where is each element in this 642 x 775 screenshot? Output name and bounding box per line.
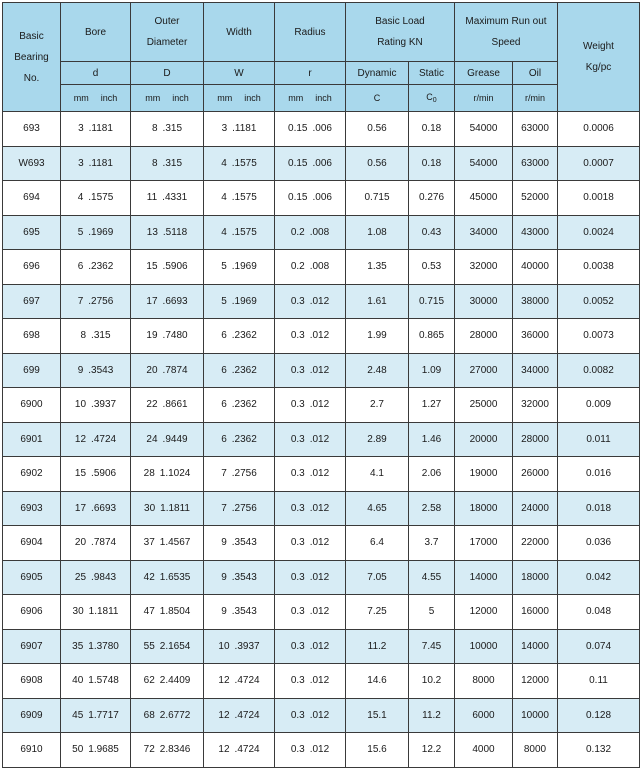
width-cell: 4 .1575 [204,181,275,216]
dynamic-cell: 14.6 [346,664,409,699]
radius-cell: 0.3 .012 [275,388,346,423]
grease-speed-cell: 45000 [455,181,513,216]
radius-cell: 0.2 .008 [275,215,346,250]
static-cell: 0.276 [409,181,455,216]
width-cell: 9 .3543 [204,595,275,630]
dynamic-cell: 2.7 [346,388,409,423]
outer-diameter-cell: 68 2.6772 [131,698,204,733]
grease-speed-cell: 4000 [455,733,513,768]
grease-speed-cell: 27000 [455,353,513,388]
radius-cell: 0.2 .008 [275,250,346,285]
oil-speed-cell: 16000 [513,595,558,630]
radius-cell: 0.3 .012 [275,491,346,526]
oil-speed-cell: 32000 [513,388,558,423]
table-row [3,215,640,250]
header-sym-width: W [204,62,275,85]
dynamic-cell: 0.56 [346,146,409,181]
grease-speed-cell: 32000 [455,250,513,285]
static-cell: 1.46 [409,422,455,457]
oil-speed-cell: 14000 [513,629,558,664]
weight-cell: 0.0024 [558,215,640,250]
table-row [3,560,640,595]
outer-diameter-cell: 72 2.8346 [131,733,204,768]
bearing-no-cell: W693 [3,146,61,181]
bearing-no-cell: 695 [3,215,61,250]
static-cell: 7.45 [409,629,455,664]
static-cell: 0.43 [409,215,455,250]
bearing-spec-table [2,2,640,768]
weight-cell: 0.0018 [558,181,640,216]
width-cell: 5 .1969 [204,250,275,285]
grease-speed-cell: 6000 [455,698,513,733]
bore-cell: 50 1.9685 [61,733,131,768]
weight-cell: 0.11 [558,664,640,699]
width-cell: 6 .2362 [204,319,275,354]
outer-diameter-cell: 8 .315 [131,146,204,181]
header-sym-radius: r [275,62,346,85]
dynamic-cell: 0.715 [346,181,409,216]
grease-speed-cell: 54000 [455,146,513,181]
grease-speed-cell: 54000 [455,112,513,147]
bearing-no-cell: 6900 [3,388,61,423]
header-sym-outer: D [131,62,204,85]
dynamic-cell: 1.35 [346,250,409,285]
bearing-no-cell: 6903 [3,491,61,526]
width-cell: 9 .3543 [204,560,275,595]
weight-cell: 0.074 [558,629,640,664]
oil-speed-cell: 8000 [513,733,558,768]
bearing-no-cell: 6906 [3,595,61,630]
outer-diameter-cell: 55 2.1654 [131,629,204,664]
header-oil: Oil [513,62,558,85]
header-sym-c0: $C_0$ [409,85,455,112]
radius-cell: 0.3 .012 [275,560,346,595]
table-body [3,112,640,768]
outer-diameter-cell: 11 .4331 [131,181,204,216]
bearing-no-cell: 6904 [3,526,61,561]
header-radius: Radius [275,3,346,62]
grease-speed-cell: 34000 [455,215,513,250]
bore-cell: 30 1.1811 [61,595,131,630]
bearing-no-cell: 6908 [3,664,61,699]
radius-cell: 0.3 .012 [275,595,346,630]
header-weight: Weight Kg/pc [558,3,640,112]
outer-diameter-cell: 20 .7874 [131,353,204,388]
table-row [3,181,640,216]
header-sym-bore: d [61,62,131,85]
header-unit-grease: r/min [455,85,513,112]
header-outer-diameter: Outer Diameter [131,3,204,62]
static-cell: 12.2 [409,733,455,768]
bore-cell: 45 1.7717 [61,698,131,733]
weight-cell: 0.009 [558,388,640,423]
grease-speed-cell: 28000 [455,319,513,354]
table-row [3,698,640,733]
weight-cell: 0.036 [558,526,640,561]
bearing-no-cell: 694 [3,181,61,216]
grease-speed-cell: 30000 [455,284,513,319]
bore-cell: 15 .5906 [61,457,131,492]
bore-cell: 17 .6693 [61,491,131,526]
outer-diameter-cell: 17 .6693 [131,284,204,319]
header-unit-bore: mm inch [61,85,131,112]
outer-diameter-cell: 28 1.1024 [131,457,204,492]
header-unit-radius: mm inch [275,85,346,112]
weight-cell: 0.048 [558,595,640,630]
radius-cell: 0.3 .012 [275,664,346,699]
header-bore: Bore [61,3,131,62]
oil-speed-cell: 63000 [513,146,558,181]
dynamic-cell: 7.05 [346,560,409,595]
bore-cell: 20 .7874 [61,526,131,561]
static-cell: 5 [409,595,455,630]
header-width: Width [204,3,275,62]
dynamic-cell: 1.08 [346,215,409,250]
bore-cell: 3 .1181 [61,112,131,147]
bore-cell: 4 .1575 [61,181,131,216]
oil-speed-cell: 40000 [513,250,558,285]
outer-diameter-cell: 22 .8661 [131,388,204,423]
radius-cell: 0.3 .012 [275,526,346,561]
oil-speed-cell: 10000 [513,698,558,733]
static-cell: 10.2 [409,664,455,699]
grease-speed-cell: 19000 [455,457,513,492]
header-static: Static [409,62,455,85]
bearing-no-cell: 6905 [3,560,61,595]
weight-cell: 0.0082 [558,353,640,388]
static-cell: 0.715 [409,284,455,319]
table-row [3,629,640,664]
oil-speed-cell: 52000 [513,181,558,216]
grease-speed-cell: 17000 [455,526,513,561]
weight-cell: 0.042 [558,560,640,595]
oil-speed-cell: 34000 [513,353,558,388]
outer-diameter-cell: 8 .315 [131,112,204,147]
oil-speed-cell: 43000 [513,215,558,250]
width-cell: 10 .3937 [204,629,275,664]
bore-cell: 6 .2362 [61,250,131,285]
header-bearing-no: Basic Bearing No. [3,3,61,112]
bore-cell: 35 1.3780 [61,629,131,664]
bore-cell: 40 1.5748 [61,664,131,699]
width-cell: 5 .1969 [204,284,275,319]
width-cell: 12 .4724 [204,698,275,733]
static-cell: 11.2 [409,698,455,733]
table-row [3,664,640,699]
radius-cell: 0.3 .012 [275,457,346,492]
bearing-no-cell: 6902 [3,457,61,492]
table-row [3,457,640,492]
grease-speed-cell: 8000 [455,664,513,699]
bore-cell: 25 .9843 [61,560,131,595]
oil-speed-cell: 63000 [513,112,558,147]
width-cell: 12 .4724 [204,664,275,699]
bearing-no-cell: 699 [3,353,61,388]
header-dynamic: Dynamic [346,62,409,85]
table-row [3,733,640,768]
dynamic-cell: 1.99 [346,319,409,354]
bearing-no-cell: 6909 [3,698,61,733]
oil-speed-cell: 24000 [513,491,558,526]
bearing-no-cell: 693 [3,112,61,147]
header-sym-c: C [346,85,409,112]
width-cell: 4 .1575 [204,215,275,250]
grease-speed-cell: 14000 [455,560,513,595]
radius-cell: 0.3 .012 [275,422,346,457]
grease-speed-cell: 25000 [455,388,513,423]
radius-cell: 0.3 .012 [275,629,346,664]
dynamic-cell: 1.61 [346,284,409,319]
header-max-speed: Maximum Run out Speed [455,3,558,62]
static-cell: 2.06 [409,457,455,492]
bore-cell: 3 .1181 [61,146,131,181]
radius-cell: 0.15 .006 [275,181,346,216]
table-row [3,353,640,388]
static-cell: 1.09 [409,353,455,388]
width-cell: 7 .2756 [204,491,275,526]
table-row [3,388,640,423]
table-row [3,112,640,147]
bearing-no-cell: 6907 [3,629,61,664]
dynamic-cell: 7.25 [346,595,409,630]
header-unit-width: mm inch [204,85,275,112]
oil-speed-cell: 36000 [513,319,558,354]
width-cell: 9 .3543 [204,526,275,561]
weight-cell: 0.0052 [558,284,640,319]
outer-diameter-cell: 47 1.8504 [131,595,204,630]
weight-cell: 0.0006 [558,112,640,147]
width-cell: 4 .1575 [204,146,275,181]
bearing-no-cell: 696 [3,250,61,285]
dynamic-cell: 4.1 [346,457,409,492]
radius-cell: 0.15 .006 [275,146,346,181]
header-unit-outer: mm inch [131,85,204,112]
grease-speed-cell: 12000 [455,595,513,630]
bearing-no-cell: 698 [3,319,61,354]
oil-speed-cell: 18000 [513,560,558,595]
outer-diameter-cell: 13 .5118 [131,215,204,250]
weight-cell: 0.0073 [558,319,640,354]
dynamic-cell: 15.1 [346,698,409,733]
outer-diameter-cell: 24 .9449 [131,422,204,457]
weight-cell: 0.011 [558,422,640,457]
dynamic-cell: 0.56 [346,112,409,147]
radius-cell: 0.3 .012 [275,698,346,733]
dynamic-cell: 6.4 [346,526,409,561]
bore-cell: 5 .1969 [61,215,131,250]
bearing-no-cell: 6910 [3,733,61,768]
table-row [3,422,640,457]
radius-cell: 0.3 .012 [275,733,346,768]
outer-diameter-cell: 37 1.4567 [131,526,204,561]
bore-cell: 8 .315 [61,319,131,354]
outer-diameter-cell: 30 1.1811 [131,491,204,526]
oil-speed-cell: 28000 [513,422,558,457]
bore-cell: 12 .4724 [61,422,131,457]
bore-cell: 9 .3543 [61,353,131,388]
radius-cell: 0.3 .012 [275,353,346,388]
bore-cell: 7 .2756 [61,284,131,319]
oil-speed-cell: 22000 [513,526,558,561]
header-load-rating: Basic Load Rating KN [346,3,455,62]
header-grease: Grease [455,62,513,85]
grease-speed-cell: 18000 [455,491,513,526]
weight-cell: 0.128 [558,698,640,733]
dynamic-cell: 2.89 [346,422,409,457]
table-header [3,3,640,112]
static-cell: 4.55 [409,560,455,595]
static-cell: 0.865 [409,319,455,354]
grease-speed-cell: 20000 [455,422,513,457]
static-cell: 0.18 [409,112,455,147]
weight-cell: 0.018 [558,491,640,526]
dynamic-cell: 4.65 [346,491,409,526]
dynamic-cell: 2.48 [346,353,409,388]
dynamic-cell: 15.6 [346,733,409,768]
dynamic-cell: 11.2 [346,629,409,664]
bore-cell: 10 .3937 [61,388,131,423]
width-cell: 6 .2362 [204,422,275,457]
width-cell: 6 .2362 [204,353,275,388]
table-row [3,250,640,285]
table-row [3,595,640,630]
oil-speed-cell: 12000 [513,664,558,699]
table-row [3,319,640,354]
radius-cell: 0.3 .012 [275,284,346,319]
oil-speed-cell: 26000 [513,457,558,492]
width-cell: 12 .4724 [204,733,275,768]
static-cell: 0.53 [409,250,455,285]
outer-diameter-cell: 42 1.6535 [131,560,204,595]
weight-cell: 0.132 [558,733,640,768]
grease-speed-cell: 10000 [455,629,513,664]
width-cell: 7 .2756 [204,457,275,492]
width-cell: 3 .1181 [204,112,275,147]
static-cell: 1.27 [409,388,455,423]
width-cell: 6 .2362 [204,388,275,423]
weight-cell: 0.016 [558,457,640,492]
weight-cell: 0.0007 [558,146,640,181]
table-row [3,526,640,561]
static-cell: 0.18 [409,146,455,181]
static-cell: 2.58 [409,491,455,526]
static-cell: 3.7 [409,526,455,561]
oil-speed-cell: 38000 [513,284,558,319]
table-row [3,146,640,181]
table-row [3,491,640,526]
outer-diameter-cell: 19 .7480 [131,319,204,354]
outer-diameter-cell: 62 2.4409 [131,664,204,699]
weight-cell: 0.0038 [558,250,640,285]
bearing-no-cell: 697 [3,284,61,319]
header-unit-oil: r/min [513,85,558,112]
radius-cell: 0.15 .006 [275,112,346,147]
table-row [3,284,640,319]
outer-diameter-cell: 15 .5906 [131,250,204,285]
bearing-no-cell: 6901 [3,422,61,457]
radius-cell: 0.3 .012 [275,319,346,354]
